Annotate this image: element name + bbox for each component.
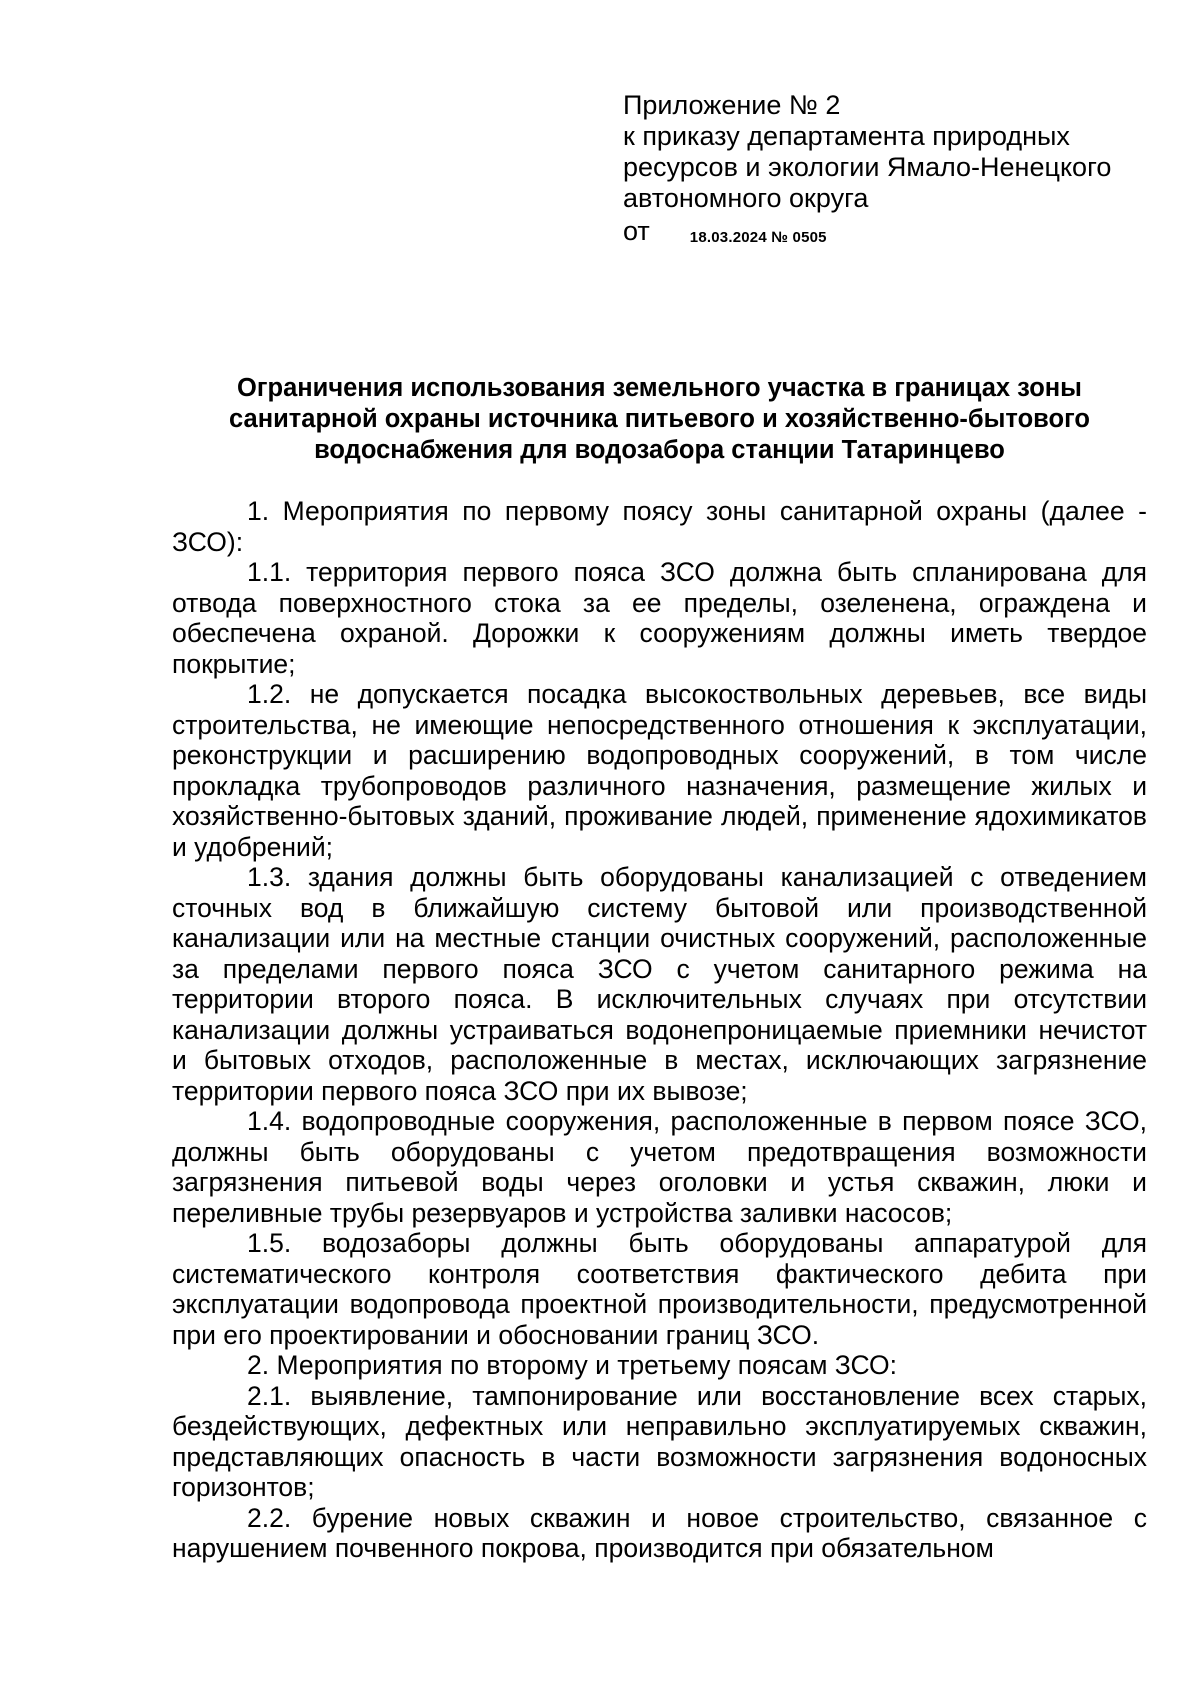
appendix-date-line — [623, 216, 1163, 251]
appendix-header — [623, 90, 1163, 251]
title-line-1: Ограничения использования земельного участка в границах зоны — [237, 374, 1082, 402]
appendix-department-line: ресурсов и экологии Ямало-Ненецкого — [623, 152, 1112, 182]
paragraph-2-2: 2.2. бурение новых скважин и новое строительство, связанное с нарушением почвенного покрова, производится при обязательном — [172, 1502, 1147, 1563]
from-label: от — [623, 216, 650, 246]
paragraph-1-4: 1.4. водопроводные сооружения, расположенные в первом поясе ЗСО, должны быть оборудованы с учетом предотвращения возможности загрязнения питьевой воды через оголовки и устья скважин, люки и переливные трубы резервуаров и устройства заливки насосов; — [172, 1106, 1147, 1228]
title-line-2: санитарной охраны источника питьевого и хозяйственно-бытового — [229, 405, 1090, 433]
document-body — [172, 496, 1147, 1564]
appendix-order-line: к приказу департамента природных — [623, 121, 1070, 151]
document-title — [172, 373, 1147, 466]
appendix-region-line: автономного округа — [623, 183, 869, 213]
paragraph-1-3: 1.3. здания должны быть оборудованы канализацией с отведением сточных вод в ближайшую систему бытовой или производственной канализации или на местные станции очистных сооружений, расположенные за пределами первого пояса ЗСО с учетом санитарного режима на территории второго пояса. В исключительных случаях при отсутствии канализации должны устраиваться водонепроницаемые приемники нечистот и бытовых отходов, расположенные в местах, исключающих загрязнение территории первого пояса ЗСО при их вывозе; — [172, 862, 1147, 1106]
paragraph-2-1: 2.1. выявление, тампонирование или восстановление всех старых, бездействующих, дефектных или неправильно эксплуатируемых скважин, представляющих опасность в части возможности загрязнения водоносных горизонтов; — [172, 1380, 1147, 1502]
appendix-title: Приложение № 2 — [623, 90, 841, 120]
paragraph-1-2: 1.2. не допускается посадка высокоствольных деревьев, все виды строительства, не имеющие непосредственного отношения к эксплуатации, реконструкции и расширению водопроводных сооружений, в том числе прокладка трубопроводов различного назначения, размещение жилых и хозяйственно-бытовых зданий, проживание людей, применение ядохимикатов и удобрений; — [172, 679, 1147, 862]
title-line-3: водоснабжения для водозабора станции Татаринцево — [314, 436, 1005, 464]
paragraph-1: 1. Мероприятия по первому поясу зоны санитарной охраны (далее - ЗСО): — [172, 496, 1147, 557]
paragraph-2: 2. Мероприятия по второму и третьему поясам ЗСО: — [247, 1350, 898, 1380]
paragraph-1-1: 1.1. территория первого пояса ЗСО должна быть спланирована для отвода поверхностного стока за ее пределы, озеленена, ограждена и обеспечена охраной. Дорожки к сооружениям должны иметь твердое покрытие; — [172, 557, 1147, 679]
paragraph-1-5: 1.5. водозаборы должны быть оборудованы аппаратурой для систематического контроля соответствия фактического дебита при эксплуатации водопровода проектной производительности, предусмотренной при его проектировании и обосновании границ ЗСО. — [172, 1228, 1147, 1350]
date-number-stamp: 18.03.2024 № 0505 — [689, 229, 827, 246]
